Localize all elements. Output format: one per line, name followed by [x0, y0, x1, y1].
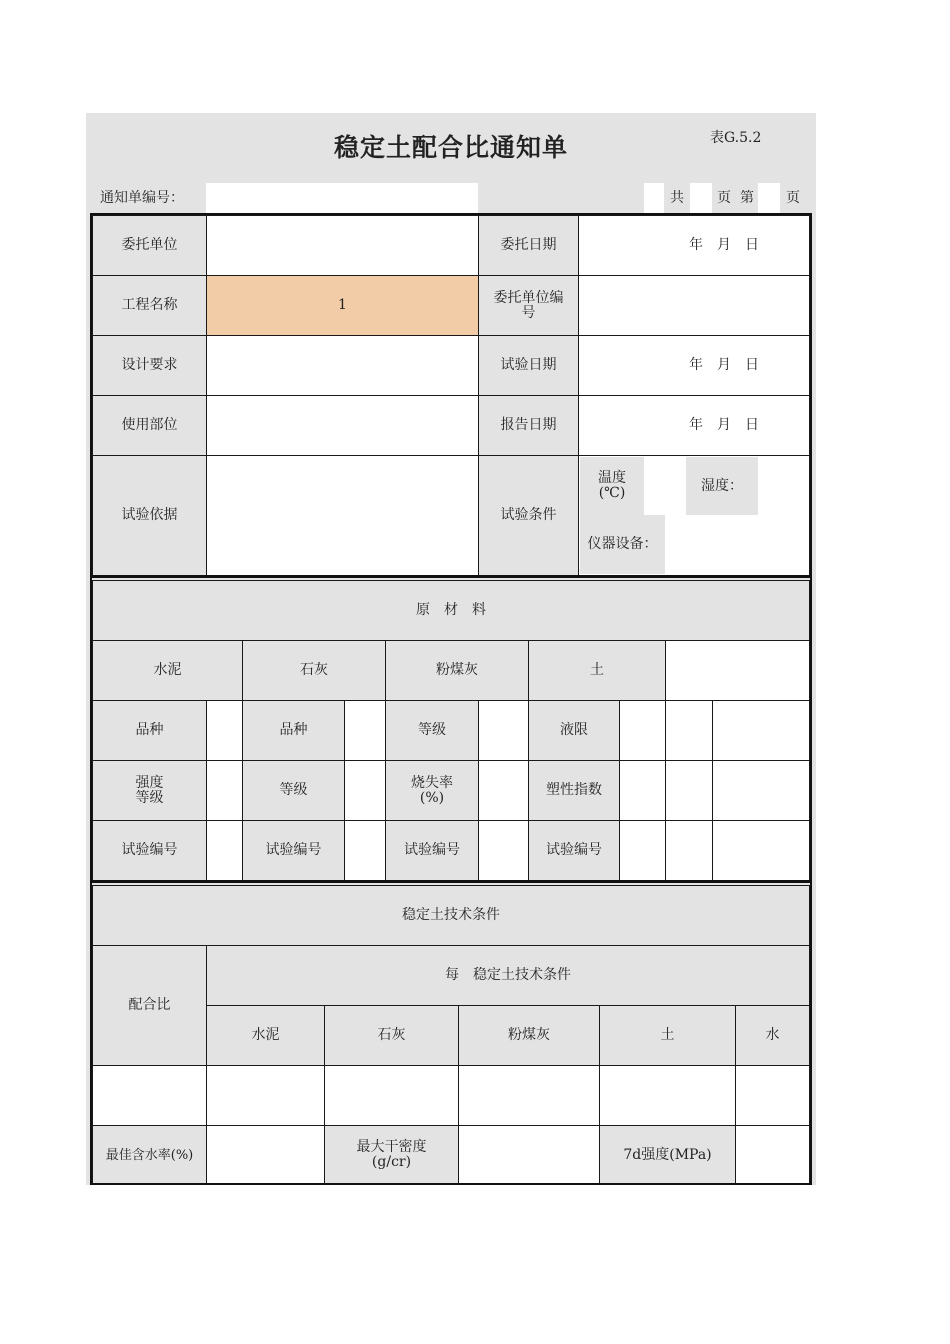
client-date-field[interactable]: 年 月 日 — [578, 215, 810, 276]
per-unit-tech-header: 每 稳定土技术条件 — [206, 945, 810, 1006]
client-unit-no-field[interactable] — [578, 275, 810, 336]
section-divider-1 — [90, 575, 812, 578]
instrument-label: 仪器设备： — [580, 515, 665, 574]
use-part-label: 使用部位 — [92, 395, 207, 456]
plasticity-index-label: 塑性指数 — [528, 760, 620, 821]
loss-on-ignition-field[interactable] — [478, 760, 529, 821]
tech-water-header: 水 — [735, 1005, 810, 1066]
cement-test-no-field[interactable] — [206, 820, 243, 881]
temperature-field[interactable] — [644, 457, 686, 515]
strength-grade-label: 强度等级 — [92, 760, 207, 821]
tech-cement-header: 水泥 — [206, 1005, 325, 1066]
design-req-field[interactable] — [206, 335, 479, 396]
raw-extra-c1[interactable] — [665, 820, 713, 881]
tech-soil-value[interactable] — [599, 1065, 736, 1126]
loss-on-ignition-label: 烧失率(%) — [385, 760, 479, 821]
mix-ratio-label: 配合比 — [92, 945, 207, 1066]
test-basis-label: 试验依据 — [92, 455, 207, 576]
flyash-grade-label: 等级 — [385, 700, 479, 761]
tech-conditions-section: 稳定土技术条件 — [92, 885, 810, 946]
client-unit-no-label: 委托单位编号 — [478, 275, 579, 336]
client-date-label: 委托日期 — [478, 215, 579, 276]
raw-cement-header: 水泥 — [92, 640, 243, 701]
raw-extra-b1[interactable] — [665, 760, 713, 821]
cement-variety-field[interactable] — [206, 700, 243, 761]
optimal-water-label: 最佳含水率(%) — [92, 1125, 207, 1185]
test-date-label: 试验日期 — [478, 335, 579, 396]
raw-extra-a2[interactable] — [712, 700, 810, 761]
tech-flyash-value[interactable] — [458, 1065, 600, 1126]
page-no-label: 第 — [740, 189, 754, 206]
client-unit-field[interactable] — [206, 215, 479, 276]
notice-no-label: 通知单编号： — [100, 189, 184, 206]
tech-lime-header: 石灰 — [324, 1005, 459, 1066]
max-dry-density-label: 最大干密度(g/cr) — [324, 1125, 459, 1185]
plasticity-index-field[interactable] — [619, 760, 666, 821]
page-title: 稳定土配合比通知单 — [333, 133, 568, 162]
form-number: 表G.5.2 — [710, 130, 762, 146]
lime-variety-label: 品种 — [242, 700, 345, 761]
temperature-label: 温度(℃) — [580, 457, 644, 515]
section-divider-2 — [90, 880, 812, 883]
test-date-field[interactable]: 年 月 日 — [578, 335, 810, 396]
lime-variety-field[interactable] — [344, 700, 386, 761]
soil-test-no-field[interactable] — [619, 820, 666, 881]
lime-grade-label: 等级 — [242, 760, 345, 821]
report-date-label: 报告日期 — [478, 395, 579, 456]
strength-grade-field[interactable] — [206, 760, 243, 821]
raw-material-section: 原 材 料 — [92, 580, 810, 641]
optimal-water-field[interactable] — [206, 1125, 325, 1185]
use-part-field[interactable] — [206, 395, 479, 456]
instrument-field[interactable] — [665, 515, 808, 574]
tech-cement-value[interactable] — [206, 1065, 325, 1126]
page-label-2: 页 — [786, 189, 800, 206]
test-cond-label: 试验条件 — [478, 455, 579, 576]
liquid-limit-field[interactable] — [619, 700, 666, 761]
tech-soil-header: 土 — [599, 1005, 736, 1066]
raw-extra-c2[interactable] — [712, 820, 810, 881]
soil-test-no-label: 试验编号 — [528, 820, 620, 881]
flyash-test-no-label: 试验编号 — [385, 820, 479, 881]
design-req-label: 设计要求 — [92, 335, 207, 396]
tech-water-value[interactable] — [735, 1065, 810, 1126]
client-unit-label: 委托单位 — [92, 215, 207, 276]
tech-flyash-header: 粉煤灰 — [458, 1005, 600, 1066]
test-basis-field[interactable] — [206, 455, 479, 576]
flyash-test-no-field[interactable] — [478, 820, 529, 881]
strength-7d-field[interactable] — [735, 1125, 810, 1185]
tech-lime-value[interactable] — [324, 1065, 459, 1126]
strength-7d-label: 7d强度(MPa) — [599, 1125, 736, 1185]
cement-test-no-label: 试验编号 — [92, 820, 207, 881]
lime-test-no-label: 试验编号 — [242, 820, 345, 881]
total-label: 共 — [670, 189, 684, 206]
flyash-grade-field[interactable] — [478, 700, 529, 761]
raw-extra-header — [665, 640, 810, 701]
raw-extra-a1[interactable] — [665, 700, 713, 761]
lime-test-no-field[interactable] — [344, 820, 386, 881]
humidity-field[interactable] — [758, 457, 808, 515]
raw-lime-header: 石灰 — [242, 640, 386, 701]
raw-soil-header: 土 — [528, 640, 666, 701]
header-spacer — [644, 183, 664, 213]
project-name-label: 工程名称 — [92, 275, 207, 336]
lime-grade-field[interactable] — [344, 760, 386, 821]
cement-variety-label: 品种 — [92, 700, 207, 761]
project-name-field[interactable]: 1 — [206, 275, 479, 336]
mix-ratio-value[interactable] — [92, 1065, 207, 1126]
humidity-label: 湿度： — [686, 457, 758, 515]
notice-no-field[interactable] — [206, 183, 478, 213]
page-no-field[interactable] — [758, 183, 780, 213]
report-date-field[interactable]: 年 月 日 — [578, 395, 810, 456]
max-dry-density-field[interactable] — [458, 1125, 600, 1185]
page-label: 页 — [717, 189, 731, 206]
raw-extra-b2[interactable] — [712, 760, 810, 821]
total-pages-field[interactable] — [690, 183, 712, 213]
raw-flyash-header: 粉煤灰 — [385, 640, 529, 701]
liquid-limit-label: 液限 — [528, 700, 620, 761]
